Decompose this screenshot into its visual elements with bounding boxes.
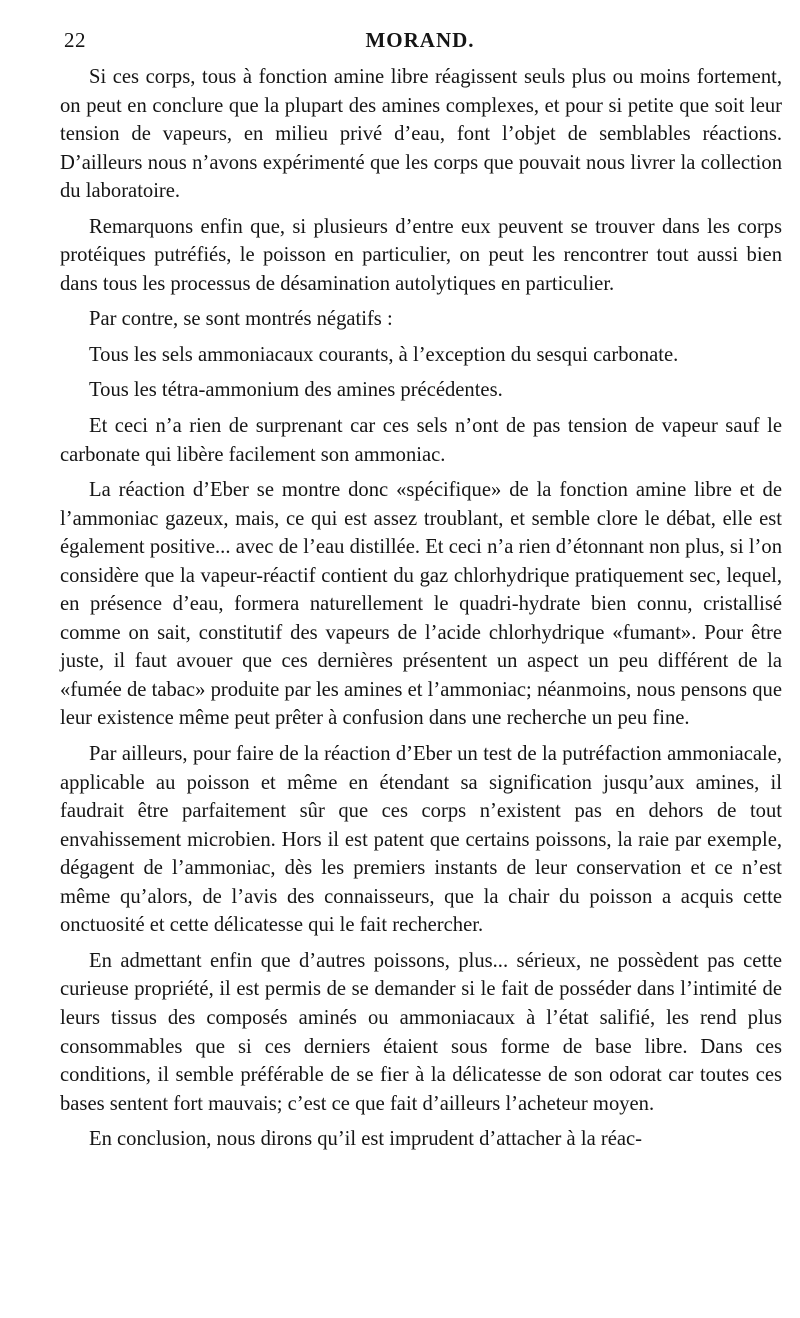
- paragraph: Tous les tétra-ammonium des amines précédentes.: [89, 379, 503, 402]
- paragraph: Tous les sels ammoniacaux courants, à l’exception du sesqui carbonate.: [89, 343, 679, 366]
- paragraph: En admettant enfin que d’autres poissons, plus... sérieux, ne possèdent pas cette curieuse propriété, il est permis de se demander si le fait de posséder dans l’intimité de leurs tissus des composés aminés ou ammoniacaux à l’état salifié, les rend plus consommables que si ces derniers étaient sous forme de base libre. Dans ces conditions, il semble préférable de se fier à la délicatesse de son odorat car toutes ces bases sentent fort mauvais; c’est ce que fait d’ailleurs l’acheteur moyen.: [60, 949, 782, 1115]
- paragraph: En conclusion, nous dirons qu’il est imprudent d’attacher à la réac-: [89, 1128, 642, 1151]
- paragraph: Par ailleurs, pour faire de la réaction d’Eber un test de la putréfaction ammoniacale, applicable au poisson et même en étendant sa signification jusqu’aux amines, il faudrait être parfaitement sûr que ces corps n’existent pas en dehors de tout envahissement microbien. Hors il est patent que certains poissons, la raie par exemple, dégagent de l’ammoniac, dès les premiers instants de leur conservation et ce n’est même qu’alors, de l’avis des connaisseurs, que la chair du poisson a acquis cette onctuosité et cette délicatesse qui le fait rechercher.: [60, 743, 782, 937]
- page-number: 22: [64, 28, 86, 52]
- running-header: [58, 18, 782, 58]
- paragraph: Par contre, se sont montrés négatifs :: [89, 308, 393, 331]
- paragraph: Si ces corps, tous à fonction amine libre réagissent seuls plus ou moins fortement, on peut en conclure que la plupart des amines complexes, et pour si petite que soit leur tension de vapeurs, en milieu privé d’eau, font l’objet de semblables réactions. D’ailleurs nous n’avons expérimenté que les corps que pouvait nous livrer la collection du laboratoire.: [60, 66, 782, 203]
- paragraph: Et ceci n’a rien de surprenant car ces sels n’ont de pas tension de vapeur sauf le carbonate qui libère facilement son ammoniac.: [60, 415, 782, 466]
- running-title: MORAND.: [365, 28, 475, 52]
- paragraph: La réaction d’Eber se montre donc «spécifique» de la fonction amine libre et de l’ammoniac gazeux, mais, ce qui est assez troublant, et semble clore le débat, elle est également positive... avec de l’eau distillée. Et ceci n’a rien d’étonnant non plus, si l’on considère que la vapeur-réactif contient du gaz chlorhydrique pratiquement sec, lequel, en présence d’eau, formera naturellement le quadri-hydrate bien connu, cristallisé comme on sait, constitutif des vapeurs de l’acide chlorhydrique «fumant». Pour être juste, il faut avouer que ces dernières présentent un aspect un peu différent de la «fumée de tabac» produite par les amines et l’ammoniac; néanmoins, nous pensons que leur existence même peut prêter à confusion dans une recherche un peu fine.: [60, 479, 782, 730]
- paragraph: Remarquons enfin que, si plusieurs d’entre eux peuvent se trouver dans les corps protéiques putréfiés, le poisson en particulier, on peut les rencontrer tout aussi bien dans tous les processus de désamination autolytiques en particulier.: [60, 215, 782, 295]
- body-text: [60, 63, 782, 1154]
